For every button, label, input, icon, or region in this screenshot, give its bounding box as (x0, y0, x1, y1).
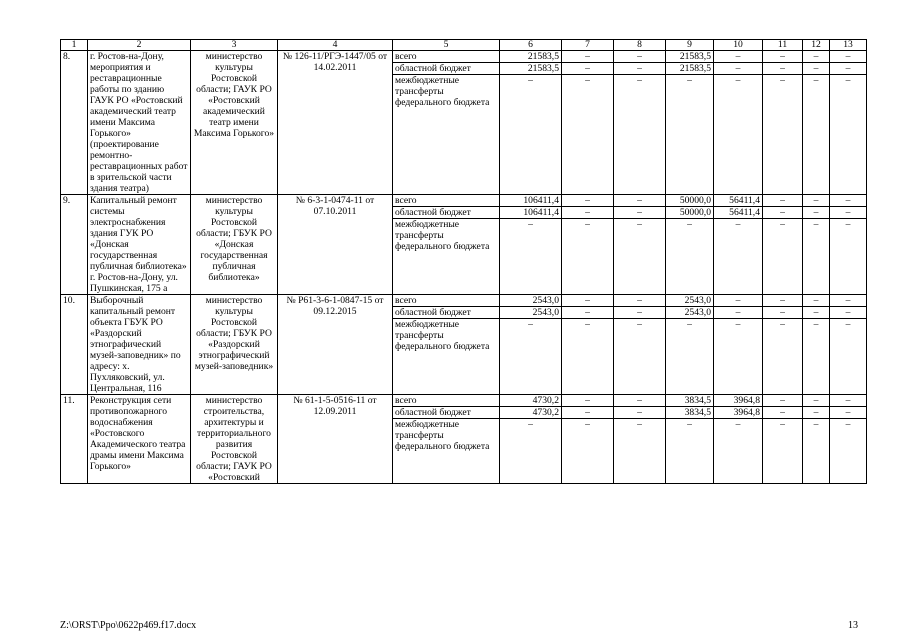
amount-cell: – (614, 307, 666, 319)
amount-cell: – (714, 51, 763, 63)
table-row (61, 395, 867, 407)
funding-source: всего (393, 395, 500, 407)
amount-cell: – (830, 307, 867, 319)
amount-cell: – (500, 75, 562, 195)
amount-cell: – (763, 195, 803, 207)
amount-cell: – (714, 307, 763, 319)
amount-cell: 50000,0 (666, 207, 714, 219)
table-row (61, 195, 867, 207)
amount-cell: – (614, 219, 666, 295)
amount-cell: – (803, 207, 830, 219)
amount-cell: – (562, 295, 614, 307)
amount-cell: – (562, 63, 614, 75)
amount-cell: – (714, 419, 763, 484)
amount-cell: – (803, 195, 830, 207)
row-number: 8. (61, 51, 88, 195)
table-row (61, 51, 867, 63)
amount-cell: – (803, 319, 830, 395)
amount-cell: 21583,5 (666, 51, 714, 63)
amount-cell: 4730,2 (500, 407, 562, 419)
amount-cell: – (830, 195, 867, 207)
column-number: 4 (278, 40, 393, 51)
document-ref: № 126-11/РГЭ-1447/05 от 14.02.2011 (278, 51, 393, 195)
column-number: 3 (191, 40, 278, 51)
amount-cell: – (830, 419, 867, 484)
amount-cell: 3964,8 (714, 407, 763, 419)
amount-cell: 2543,0 (500, 307, 562, 319)
responsible-org: министерство культуры Ростовской области; ГБУК РО «Раздорский этнографический музей-заповедник» (191, 295, 278, 395)
funding-source: областной бюджет (393, 307, 500, 319)
amount-cell: 3834,5 (666, 407, 714, 419)
amount-cell: – (562, 407, 614, 419)
amount-cell: – (714, 219, 763, 295)
funding-source: областной бюджет (393, 407, 500, 419)
column-number: 6 (500, 40, 562, 51)
amount-cell: – (830, 295, 867, 307)
funding-source: областной бюджет (393, 207, 500, 219)
amount-cell: – (763, 63, 803, 75)
row-number: 11. (61, 395, 88, 484)
amount-cell: – (763, 419, 803, 484)
amount-cell: – (666, 419, 714, 484)
amount-cell: – (714, 295, 763, 307)
program-table (60, 39, 867, 484)
amount-cell: – (830, 63, 867, 75)
object-name: Реконструкция сети противопожарного водоснабжения «Ростовского Академического театра драмы имени Максима Горького» (88, 395, 191, 484)
amount-cell: – (763, 407, 803, 419)
column-number: 1 (61, 40, 88, 51)
amount-cell: – (614, 319, 666, 395)
amount-cell: – (614, 419, 666, 484)
table-row (61, 295, 867, 307)
amount-cell: 21583,5 (500, 51, 562, 63)
amount-cell: – (763, 51, 803, 63)
amount-cell: 21583,5 (500, 63, 562, 75)
funding-source: межбюджетные трансферты федерального бюджета (393, 319, 500, 395)
object-name: г. Ростов-на-Дону, мероприятия и реставрационные работы по зданию ГАУК РО «Ростовский академический театр имени Максима Горького» (проектирование ремонтно-реставрационных работ в зрительской части здания театра) (88, 51, 191, 195)
amount-cell: – (830, 395, 867, 407)
object-name: Выборочный капитальный ремонт объекта ГБУК РО «Раздорский этнографический музей-заповедник» по адресу: х. Пухляковский, ул. Центральная, 116 (88, 295, 191, 395)
amount-cell: 3964,8 (714, 395, 763, 407)
amount-cell: – (763, 75, 803, 195)
amount-cell: – (830, 219, 867, 295)
funding-source: всего (393, 295, 500, 307)
column-number: 12 (803, 40, 830, 51)
amount-cell: – (562, 395, 614, 407)
amount-cell: 21583,5 (666, 63, 714, 75)
amount-cell: – (763, 219, 803, 295)
column-number: 10 (714, 40, 763, 51)
amount-cell: – (830, 207, 867, 219)
amount-cell: – (500, 419, 562, 484)
document-ref: № 6-3-1-0474-11 от 07.10.2011 (278, 195, 393, 295)
funding-source: всего (393, 195, 500, 207)
column-number: 11 (763, 40, 803, 51)
column-numbers-row (61, 40, 867, 51)
amount-cell: – (614, 63, 666, 75)
column-number: 9 (666, 40, 714, 51)
amount-cell: – (830, 51, 867, 63)
column-number: 5 (393, 40, 500, 51)
amount-cell: – (714, 63, 763, 75)
document-ref: № Р61-3-6-1-0847-15 от 09.12.2015 (278, 295, 393, 395)
amount-cell: 56411,4 (714, 195, 763, 207)
amount-cell: – (562, 75, 614, 195)
funding-source: областной бюджет (393, 63, 500, 75)
amount-cell: – (803, 407, 830, 419)
amount-cell: – (562, 307, 614, 319)
amount-cell: – (714, 75, 763, 195)
amount-cell: – (830, 319, 867, 395)
amount-cell: – (803, 219, 830, 295)
column-number: 8 (614, 40, 666, 51)
amount-cell: 50000,0 (666, 195, 714, 207)
amount-cell: – (763, 307, 803, 319)
amount-cell: – (763, 395, 803, 407)
amount-cell: – (803, 295, 830, 307)
amount-cell: – (614, 295, 666, 307)
amount-cell: – (803, 307, 830, 319)
funding-source: межбюджетные трансферты федерального бюджета (393, 219, 500, 295)
amount-cell: – (562, 195, 614, 207)
file-path: Z:\ORST\Ppo\0622p469.f17.docx (60, 620, 197, 631)
amount-cell: – (666, 319, 714, 395)
amount-cell: – (500, 219, 562, 295)
row-number: 10. (61, 295, 88, 395)
amount-cell: 56411,4 (714, 207, 763, 219)
amount-cell: – (666, 75, 714, 195)
amount-cell: – (614, 51, 666, 63)
amount-cell: – (763, 207, 803, 219)
amount-cell: – (562, 219, 614, 295)
amount-cell: – (562, 51, 614, 63)
column-number: 2 (88, 40, 191, 51)
amount-cell: – (562, 419, 614, 484)
responsible-org: министерство культуры Ростовской области; ГАУК РО «Ростовский академический театр имени Максима Горького» (191, 51, 278, 195)
amount-cell: – (562, 207, 614, 219)
funding-source: межбюджетные трансферты федерального бюджета (393, 419, 500, 484)
amount-cell: – (614, 207, 666, 219)
amount-cell: 106411,4 (500, 207, 562, 219)
amount-cell: – (803, 75, 830, 195)
object-name: Капитальный ремонт системы электроснабжения здания ГУК РО «Донская государственная публичная библиотека» г. Ростов-на-Дону, ул. Пушкинская, 175 а (88, 195, 191, 295)
amount-cell: – (803, 395, 830, 407)
amount-cell: – (830, 75, 867, 195)
amount-cell: 2543,0 (666, 295, 714, 307)
funding-source: всего (393, 51, 500, 63)
amount-cell: 106411,4 (500, 195, 562, 207)
amount-cell: – (614, 407, 666, 419)
amount-cell: – (803, 63, 830, 75)
amount-cell: 3834,5 (666, 395, 714, 407)
amount-cell: – (614, 195, 666, 207)
amount-cell: – (830, 407, 867, 419)
document-ref: № 61-1-5-0516-11 от 12.09.2011 (278, 395, 393, 484)
amount-cell: – (763, 319, 803, 395)
amount-cell: – (803, 51, 830, 63)
responsible-org: министерство культуры Ростовской области; ГБУК РО «Донская государственная публичная библиотека» (191, 195, 278, 295)
column-number: 7 (562, 40, 614, 51)
amount-cell: 2543,0 (500, 295, 562, 307)
amount-cell: – (614, 75, 666, 195)
amount-cell: – (614, 395, 666, 407)
amount-cell: – (714, 319, 763, 395)
amount-cell: – (803, 419, 830, 484)
amount-cell: – (562, 319, 614, 395)
responsible-org: министерство строительства, архитектуры и территориального развития Ростовской области; ГАУК РО «Ростовский (191, 395, 278, 484)
row-number: 9. (61, 195, 88, 295)
amount-cell: – (666, 219, 714, 295)
amount-cell: – (500, 319, 562, 395)
column-number: 13 (830, 40, 867, 51)
funding-source: межбюджетные трансферты федерального бюджета (393, 75, 500, 195)
amount-cell: 2543,0 (666, 307, 714, 319)
amount-cell: 4730,2 (500, 395, 562, 407)
amount-cell: – (763, 295, 803, 307)
page-number: 13 (848, 620, 858, 631)
